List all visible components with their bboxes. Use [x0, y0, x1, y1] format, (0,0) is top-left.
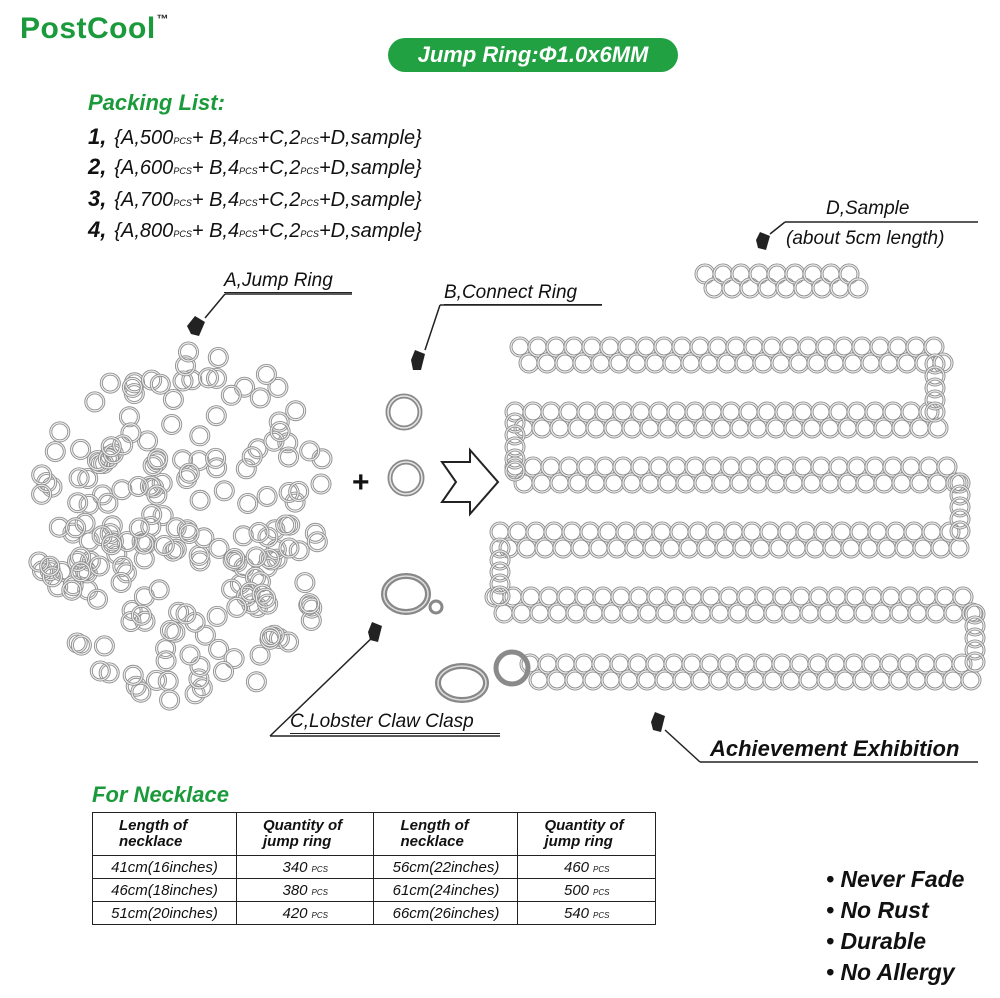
length-cell-value: 61cm(24inches)	[392, 881, 500, 899]
byzantine-chain	[486, 338, 984, 689]
connect-rings	[388, 396, 422, 494]
col-header-length: Length of necklace	[93, 813, 237, 856]
item-sample: +D,sample}	[318, 189, 422, 211]
item-connect-ring-count: + B,4	[191, 127, 240, 149]
plus-sign: +	[352, 466, 370, 499]
item-jump-ring-count: {A,800	[114, 220, 174, 242]
label-connect-ring: B,Connect Ring	[444, 282, 602, 305]
quantity-cell	[236, 879, 374, 902]
length-cell	[93, 879, 237, 902]
quantity-cell-value: 460	[563, 858, 590, 876]
length-cell-value: 56cm(22inches)	[392, 858, 500, 876]
necklace-table-title: For Necklace	[92, 782, 229, 807]
necklace-table	[92, 812, 656, 925]
table-row	[93, 856, 656, 879]
length-cell-value: 66cm(26inches)	[392, 904, 500, 922]
quantity-cell-value: 340	[282, 858, 308, 876]
feature-no-allergy: • No Allergy	[826, 959, 955, 985]
label-sample: D,Sample	[826, 198, 910, 219]
item-connect-ring-count: + B,4	[191, 157, 240, 179]
packing-list-item	[88, 154, 422, 180]
quantity-cell-value: 420	[282, 904, 308, 922]
feature-never-fade: • Never Fade	[826, 866, 965, 892]
item-clasp-count: +C,2	[257, 189, 301, 211]
quantity-cell-value: 500	[563, 881, 590, 899]
quantity-cell	[518, 879, 656, 902]
pcs-unit: PCS	[593, 887, 610, 897]
label-lobster-clasp: C,Lobster Claw Clasp	[290, 711, 500, 734]
packing-list-title: Packing List:	[88, 90, 225, 115]
item-connect-ring-count: + B,4	[191, 189, 240, 211]
quantity-cell	[236, 856, 374, 879]
pcs-unit: PCS	[239, 229, 258, 239]
item-sample: +D,sample}	[318, 127, 422, 149]
pcs-unit: PCS	[239, 166, 258, 176]
quantity-cell	[518, 856, 656, 879]
pcs-unit: PCS	[173, 136, 192, 146]
item-number: 1,	[88, 124, 107, 149]
item-number: 4,	[88, 217, 107, 242]
length-cell-value: 41cm(16inches)	[111, 858, 218, 876]
item-number: 2,	[88, 154, 107, 179]
length-cell-value: 51cm(20inches)	[111, 904, 218, 922]
packing-list-item	[88, 124, 422, 150]
table-row	[93, 879, 656, 902]
item-clasp-count: +C,2	[257, 127, 301, 149]
item-number: 3,	[88, 186, 107, 211]
lobster-clasp	[384, 576, 442, 613]
quantity-cell-value: 380	[282, 881, 308, 899]
item-sample: +D,sample}	[318, 157, 422, 179]
item-jump-ring-count: {A,600	[114, 157, 174, 179]
packing-list-item	[88, 186, 422, 212]
item-sample: +D,sample}	[318, 220, 422, 242]
brand-logo: PostCool™	[20, 12, 170, 45]
sample-chain	[696, 265, 867, 297]
hollow-arrow-icon	[442, 450, 498, 514]
pcs-unit: PCS	[173, 198, 192, 208]
pcs-unit: PCS	[300, 136, 319, 146]
length-cell	[93, 856, 237, 879]
pcs-unit: PCS	[173, 229, 192, 239]
length-cell	[374, 902, 518, 925]
jump-ring-pile	[30, 343, 331, 709]
quantity-cell	[518, 902, 656, 925]
label-achievement-exhibition: Achievement Exhibition	[710, 736, 960, 761]
feature-durable: • Durable	[826, 928, 927, 954]
item-jump-ring-count: {A,700	[114, 189, 174, 211]
pcs-unit: PCS	[239, 198, 258, 208]
item-clasp-count: +C,2	[257, 220, 301, 242]
spec-badge: Jump Ring:Φ1.0x6MM	[388, 38, 678, 72]
quantity-cell	[236, 902, 374, 925]
label-jump-ring: A,Jump Ring	[224, 270, 352, 293]
item-clasp-count: +C,2	[257, 157, 301, 179]
length-cell	[374, 856, 518, 879]
length-cell	[374, 879, 518, 902]
col-header-quantity: Quantity of jump ring	[236, 813, 374, 856]
length-cell	[93, 902, 237, 925]
pcs-unit: PCS	[593, 910, 610, 920]
col-header-length: Length of necklace	[374, 813, 518, 856]
pcs-unit: PCS	[173, 166, 192, 176]
col-header-quantity: Quantity of jump ring	[518, 813, 656, 856]
table-row	[93, 902, 656, 925]
pcs-unit: PCS	[311, 887, 328, 897]
feature-no-rust: • No Rust	[826, 897, 929, 923]
pcs-unit: PCS	[593, 864, 610, 874]
packing-list-item	[88, 217, 422, 243]
pcs-unit: PCS	[300, 198, 319, 208]
pcs-unit: PCS	[311, 864, 328, 874]
length-cell-value: 46cm(18inches)	[111, 881, 218, 899]
table-header-row	[93, 813, 656, 856]
pcs-unit: PCS	[300, 166, 319, 176]
item-connect-ring-count: + B,4	[191, 220, 240, 242]
quantity-cell-value: 540	[563, 904, 590, 922]
lobster-clasp-on-chain	[438, 652, 528, 700]
item-jump-ring-count: {A,500	[114, 127, 174, 149]
label-sample-note: (about 5cm length)	[786, 228, 945, 249]
pcs-unit: PCS	[311, 910, 328, 920]
pcs-unit: PCS	[239, 136, 258, 146]
pcs-unit: PCS	[300, 229, 319, 239]
